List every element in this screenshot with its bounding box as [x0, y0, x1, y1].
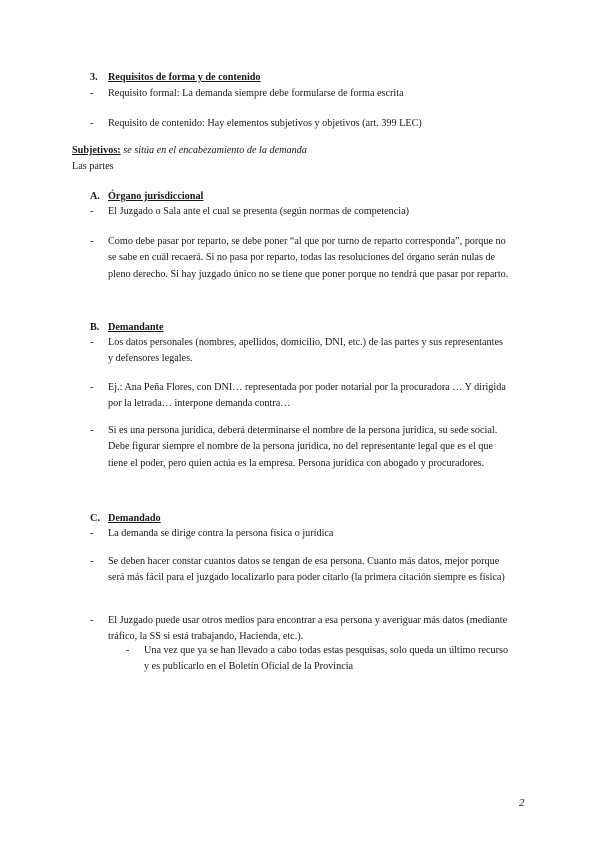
list-item [90, 526, 510, 542]
subjects-note: se sitúa en el encabezamiento de la demanda [123, 145, 307, 156]
list-item-text: El Juzgado puede usar otros medios para encontrar a esa persona y averiguar más datos (mediante tráfico, la SS si está trabajando, Hacienda, etc.). [108, 615, 508, 643]
section-3-number: 3. [90, 72, 98, 83]
section-a-letter: A. [90, 191, 100, 202]
list-item [90, 335, 510, 368]
section-b-letter: B. [90, 322, 100, 333]
list-item [90, 423, 510, 472]
list-item-text: El Juzgado o Sala ante el cual se presenta (según normas de competencia) [108, 206, 409, 217]
parties-label: Las partes [72, 161, 114, 172]
list-item-text: Como debe pasar por reparto, se debe poner “al que por turno de reparto corresponda”, porque no se sabe en cuál recaerá. Si no pasa por reparto, todas las resoluciones del órgano serán nulas de pleno derecho. Si hay juzgado único no se tiene que poner porque no tendrá que pasar por reparto. [108, 236, 509, 280]
section-3-heading [90, 70, 261, 86]
section-b-heading [90, 320, 163, 336]
list-item-text: Requisito de contenido: Hay elementos subjetivos y objetivos (art. 399 LEC) [108, 118, 422, 129]
list-item [90, 554, 510, 587]
section-3-title: Requisitos de forma y de contenido [108, 72, 261, 83]
list-item [90, 116, 510, 132]
list-item [90, 613, 510, 646]
section-c-heading [90, 511, 161, 527]
dash-bullet: - [90, 337, 94, 348]
dash-bullet: - [90, 615, 94, 626]
dash-bullet: - [90, 236, 94, 247]
list-item-text: Se deben hacer constar cuantos datos se tengan de esa persona. Cuanto más datos, mejor porque será más fácil para el juzgado localizarlo para poder citarlo (la primera citación siempre es física) [108, 556, 505, 584]
list-item-text: Los datos personales (nombres, apellidos, domicilio, DNI, etc.) de las partes y sus representantes y defensores legales. [108, 337, 503, 365]
sub-list-item-text: Una vez que ya se han llevado a cabo todas estas pesquisas, solo queda un último recurso y es publicarlo en el Boletín Oficial de la Provincia [144, 645, 509, 673]
dash-bullet: - [90, 556, 94, 567]
section-a-title: Órgano jurisdiccional [108, 191, 204, 202]
dash-bullet: - [90, 118, 94, 129]
page-number: 2 [519, 797, 525, 809]
dash-bullet: - [90, 206, 94, 217]
section-c-title: Demandado [108, 513, 161, 524]
list-item [90, 234, 510, 283]
sub-list-item [126, 643, 511, 676]
list-item [90, 204, 510, 220]
dash-bullet: - [90, 528, 94, 539]
list-item [90, 380, 510, 413]
subjects-line [72, 143, 307, 159]
section-b-title: Demandante [108, 322, 164, 333]
subjects-label: Subjetivos: [72, 145, 121, 156]
list-item-text: Requisito formal: La demanda siempre debe formularse de forma escrita [108, 88, 404, 99]
list-item-text: Si es una persona jurídica, deberá determinarse el nombre de la persona jurídica, su sede social. Debe figurar siempre el nombre de la persona jurídica, no del representante legal que es el que tiene el poder, pero quien actúa es la empresa. Persona jurídica con abogado y procuradores. [108, 425, 498, 469]
section-c-letter: C. [90, 513, 100, 524]
dash-bullet: - [126, 645, 130, 656]
dash-bullet: - [90, 425, 94, 436]
list-item-text: La demanda se dirige contra la persona física o jurídica [108, 528, 334, 539]
dash-bullet: - [90, 88, 94, 99]
list-item-text: Ej.: Ana Peña Flores, con DNI… representada por poder notarial por la procuradora … Y dirigida por la letrada… interpone demanda contra… [108, 382, 506, 410]
dash-bullet: - [90, 382, 94, 393]
section-a-heading [90, 189, 203, 205]
list-item [90, 86, 510, 102]
